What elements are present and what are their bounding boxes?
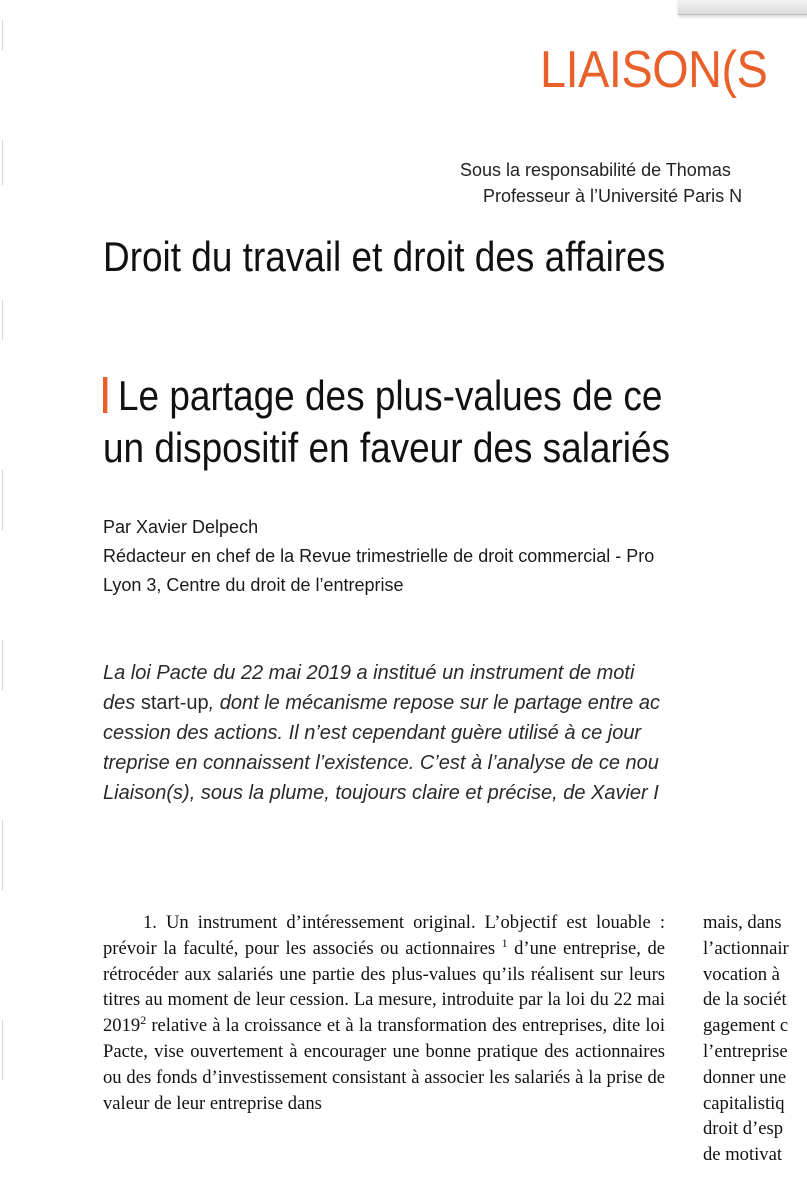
abstract-line-2-pre: des [103,692,141,714]
footnote-ref-2[interactable]: 2 [140,1013,147,1027]
article-title-text-1: Le partage des plus-values de ce [117,372,663,419]
article-title [103,370,670,474]
column-2-line: capitalistiq [703,1092,785,1114]
abstract-line-2 [103,688,807,718]
body-column-2 [703,910,807,1168]
rubric-heading: Droit du travail et droit des affaires [103,233,666,280]
column-2-line: gagement c [703,1015,789,1037]
column-2-line: l’actionnair [703,937,789,959]
footnote-ref-1[interactable]: 1 [501,935,508,950]
responsibility-block [460,157,807,209]
abstract-line-3: cession des actions. Il n’est cependant guère utilisé à ce jour [103,722,642,744]
page-corner-fold [678,0,807,15]
page-edge-shadow [0,0,14,1200]
body-text-b: d’une entreprise, de rétrocéder aux salariés une partie des plus-values qu’ils réalisent sur leurs titres au moment de leur cession. La mesure, introduite par la loi du 22 mai 2019 [103,937,665,1037]
abstract-term-startup: start-up [140,692,209,714]
column-2-line: donner une [703,1066,787,1088]
column-2-line: vocation à [703,963,780,985]
section-title: LIAISON(S [540,41,768,99]
column-2-line: l’entreprise [703,1040,788,1062]
byline [103,513,654,600]
abstract-line-2-post: , dont le mécanisme repose sur le partage entre ac [208,692,660,714]
body-paragraph-1 [103,910,665,1116]
column-2-line: de motivat [703,1144,783,1166]
article-title-line-2: un dispositif en faveur des salariés [103,424,671,471]
title-accent-bar [103,377,107,413]
body-column-1 [103,910,665,1116]
column-2-line: droit d’esp [703,1118,784,1140]
paragraph-heading: 1. Un instrument d’intéressement original. [143,912,476,933]
responsibility-line-1: Sous la responsabilité de Thomas [460,160,731,180]
author-name: Par Xavier Delpech [103,517,259,537]
abstract [103,658,807,808]
column-2-line: de la sociét [703,989,787,1011]
author-role-line-1: Rédacteur en chef de la Revue trimestrielle de droit commercial - Pro [103,546,655,566]
article-title-line-1 [103,370,670,422]
responsibility-line-2: Professeur à l’Université Paris N [483,186,743,206]
author-role-line-2: Lyon 3, Centre du droit de l’entreprise [103,575,404,595]
abstract-line-4: treprise en connaissent l’existence. C’est à l’analyse de ce nou [103,752,659,774]
body-text-c: relative à la croissance et à la transformation des entreprises, dite loi Pacte, vise ouvertement à encourager une bonne pratique des actionnaires ou des fonds d’investissement consistant à associer les salariés à la prise de valeur de leur entreprise dans [103,1015,665,1114]
body-text-a: L’objectif est louable : prévoir la faculté, pour les associés ou actionnaires [103,912,665,959]
abstract-line-5: Liaison(s), sous la plume, toujours claire et précise, de Xavier I [103,782,659,804]
abstract-line-1: La loi Pacte du 22 mai 2019 a institué un instrument de moti [103,662,635,684]
column-2-line: mais, dans [703,912,782,933]
